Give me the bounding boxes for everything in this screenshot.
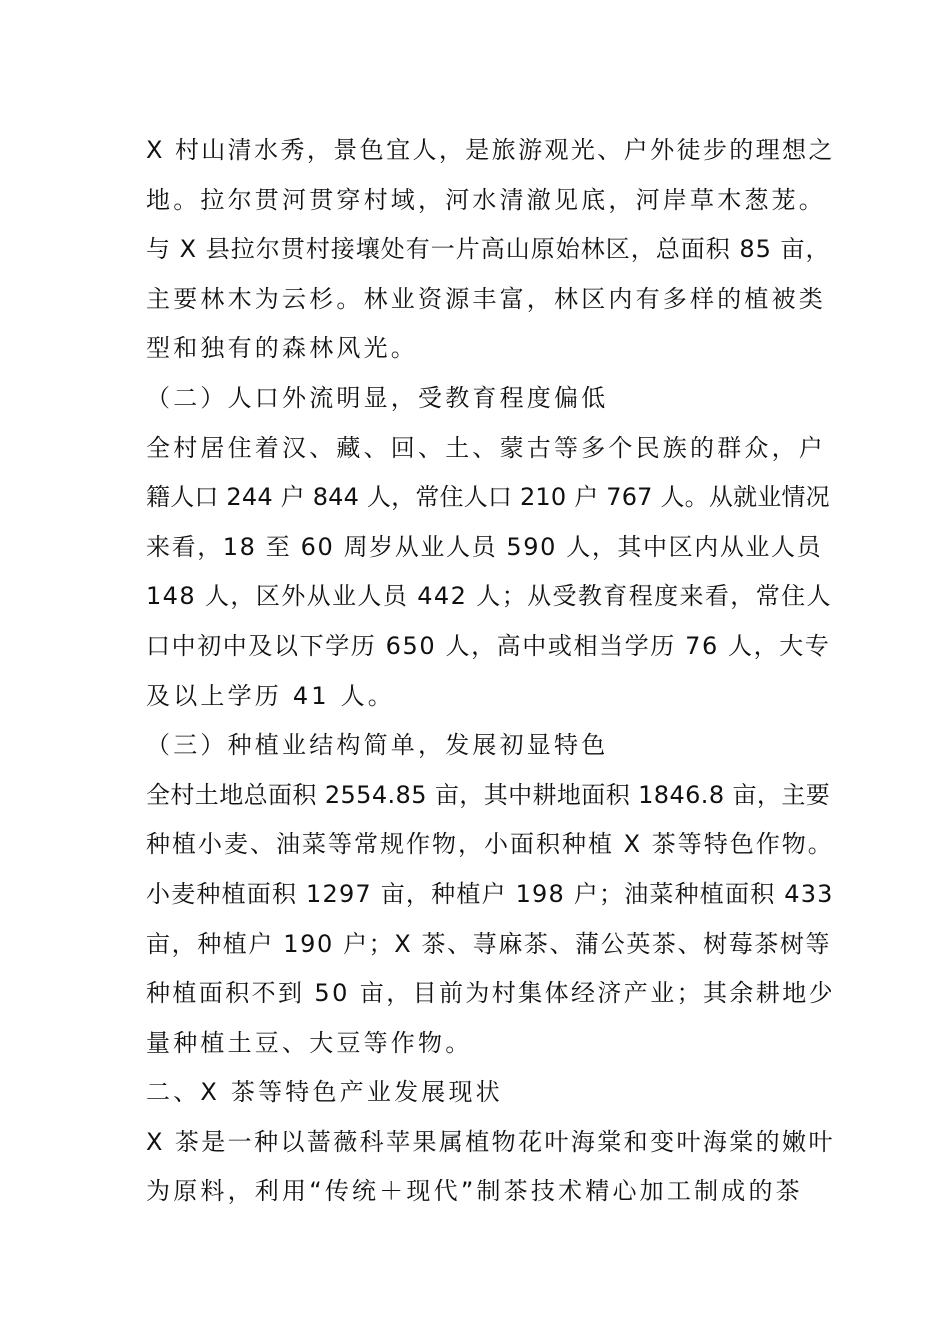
paragraph-line: 为原料，利用“传统＋现代”制茶技术精心加工制成的茶 bbox=[146, 1177, 803, 1206]
paragraph-line: 来看，18 至 60 周岁从业人员 590 人，其中区内从业人员 bbox=[146, 532, 823, 561]
paragraph-line: X 村山清水秀，景色宜人，是旅游观光、户外徒步的理想之 bbox=[146, 136, 835, 164]
paragraph-line: 籍人口 244 户 844 人，常住人口 210 户 767 人。从就业情况 bbox=[146, 483, 830, 512]
paragraph-line: 148 人，区外从业人员 442 人；从受教育程度来看，常住人 bbox=[146, 582, 832, 611]
paragraph-line: 小麦种植面积 1297 亩，种植户 198 户；油菜种植面积 433 bbox=[146, 879, 834, 908]
paragraph-line: 口中初中及以下学历 650 人，高中或相当学历 76 人，大专 bbox=[146, 631, 831, 660]
paragraph-line: 全村居住着汉、藏、回、土、蒙古等多个民族的群众，户 bbox=[146, 433, 826, 462]
paragraph-line: 全村土地总面积 2554.85 亩，其中耕地面积 1846.8 亩，主要 bbox=[146, 780, 831, 809]
section-heading: （二）人口外流明显，受教育程度偏低 bbox=[146, 383, 609, 412]
paragraph-line: 亩，种植户 190 户；X 茶、荨麻茶、蒲公英茶、树莓茶树等 bbox=[146, 929, 832, 958]
document-body bbox=[146, 126, 835, 1217]
paragraph-line: 地。拉尔贯河贯穿村域，河水清澈见底，河岸草木葱茏。 bbox=[146, 185, 826, 214]
paragraph-line: 主要林木为云杉。林业资源丰富，林区内有多样的植被类 bbox=[146, 284, 826, 313]
paragraph-line: 及以上学历 41 人。 bbox=[146, 681, 395, 710]
paragraph-line: 种植面积不到 50 亩，目前为村集体经济产业；其余耕地少 bbox=[146, 979, 835, 1008]
paragraph-line: 型和独有的森林风光。 bbox=[146, 334, 418, 363]
paragraph-line: 量种植土豆、大豆等作物。 bbox=[146, 1028, 473, 1057]
section-heading: 二、X 茶等特色产业发展现状 bbox=[146, 1078, 503, 1107]
paragraph-line: X 茶是一种以蔷薇科苹果属植物花叶海棠和变叶海棠的嫩叶 bbox=[146, 1127, 835, 1156]
section-heading: （三）种植业结构简单，发展初显特色 bbox=[146, 731, 609, 760]
paragraph-line: 种植小麦、油菜等常规作物，小面积种植 X 茶等特色作物。 bbox=[146, 830, 834, 859]
paragraph-line: 与 X 县拉尔贯村接壤处有一片高山原始林区，总面积 85 亩， bbox=[146, 235, 831, 264]
